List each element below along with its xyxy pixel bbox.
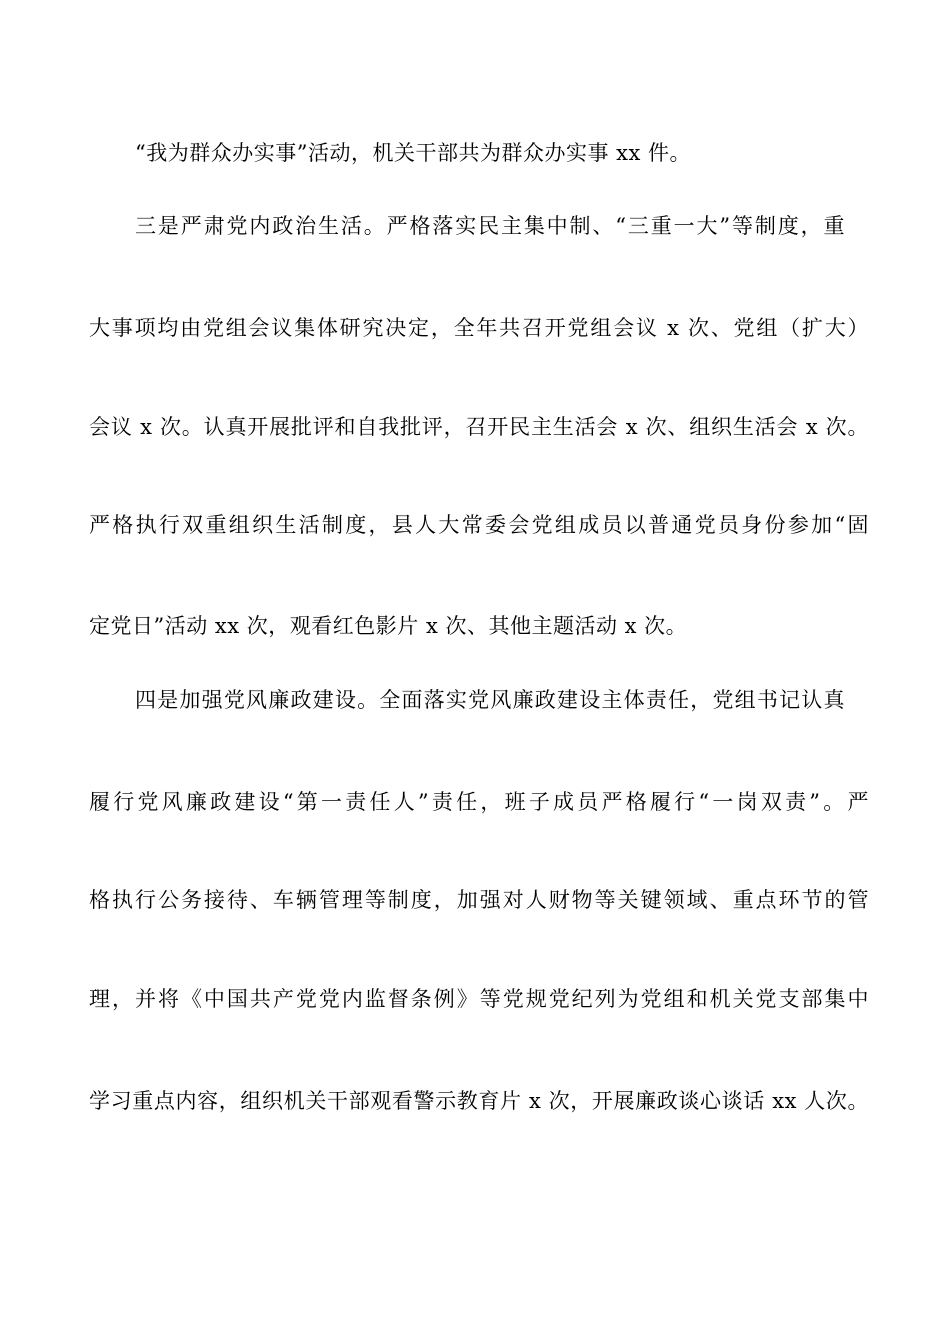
text-line-6: 定党日”活动 xx 次，观看红色影片 x 次、其他主题活动 x 次。 [89, 614, 688, 638]
text-line-8: 履行党风廉政建设“第一责任人”责任，班子成员严格履行“一岗双责”。严 [89, 790, 869, 814]
text-line-7: 四是加强党风廉政建设。全面落实党风廉政建设主体责任，党组书记认真 [135, 688, 845, 712]
text-line-3: 大事项均由党组会议集体研究决定，全年共召开党组会议 x 次、党组（扩大） [89, 316, 869, 340]
text-line-11: 学习重点内容，组织机关干部观看警示教育片 x 次，开展廉政谈心谈话 xx 人次。 [89, 1089, 869, 1113]
text-line-10: 理，并将《中国共产党党内监督条例》等党规党纪列为党组和机关党支部集中 [89, 987, 869, 1011]
text-line-4: 会议 x 次。认真开展批评和自我批评，召开民主生活会 x 次、组织生活会 x 次。 [89, 415, 869, 439]
text-line-9: 格执行公务接待、车辆管理等制度，加强对人财物等关键领域、重点环节的管 [89, 888, 869, 912]
text-line-1: “我为群众办实事”活动，机关干部共为群众办实事 xx 件。 [135, 141, 692, 165]
text-line-2: 三是严肃党内政治生活。严格落实民主集中制、“三重一大”等制度，重 [135, 214, 845, 238]
text-line-5: 严格执行双重组织生活制度，县人大常委会党组成员以普通党员身份参加“固 [89, 513, 869, 537]
